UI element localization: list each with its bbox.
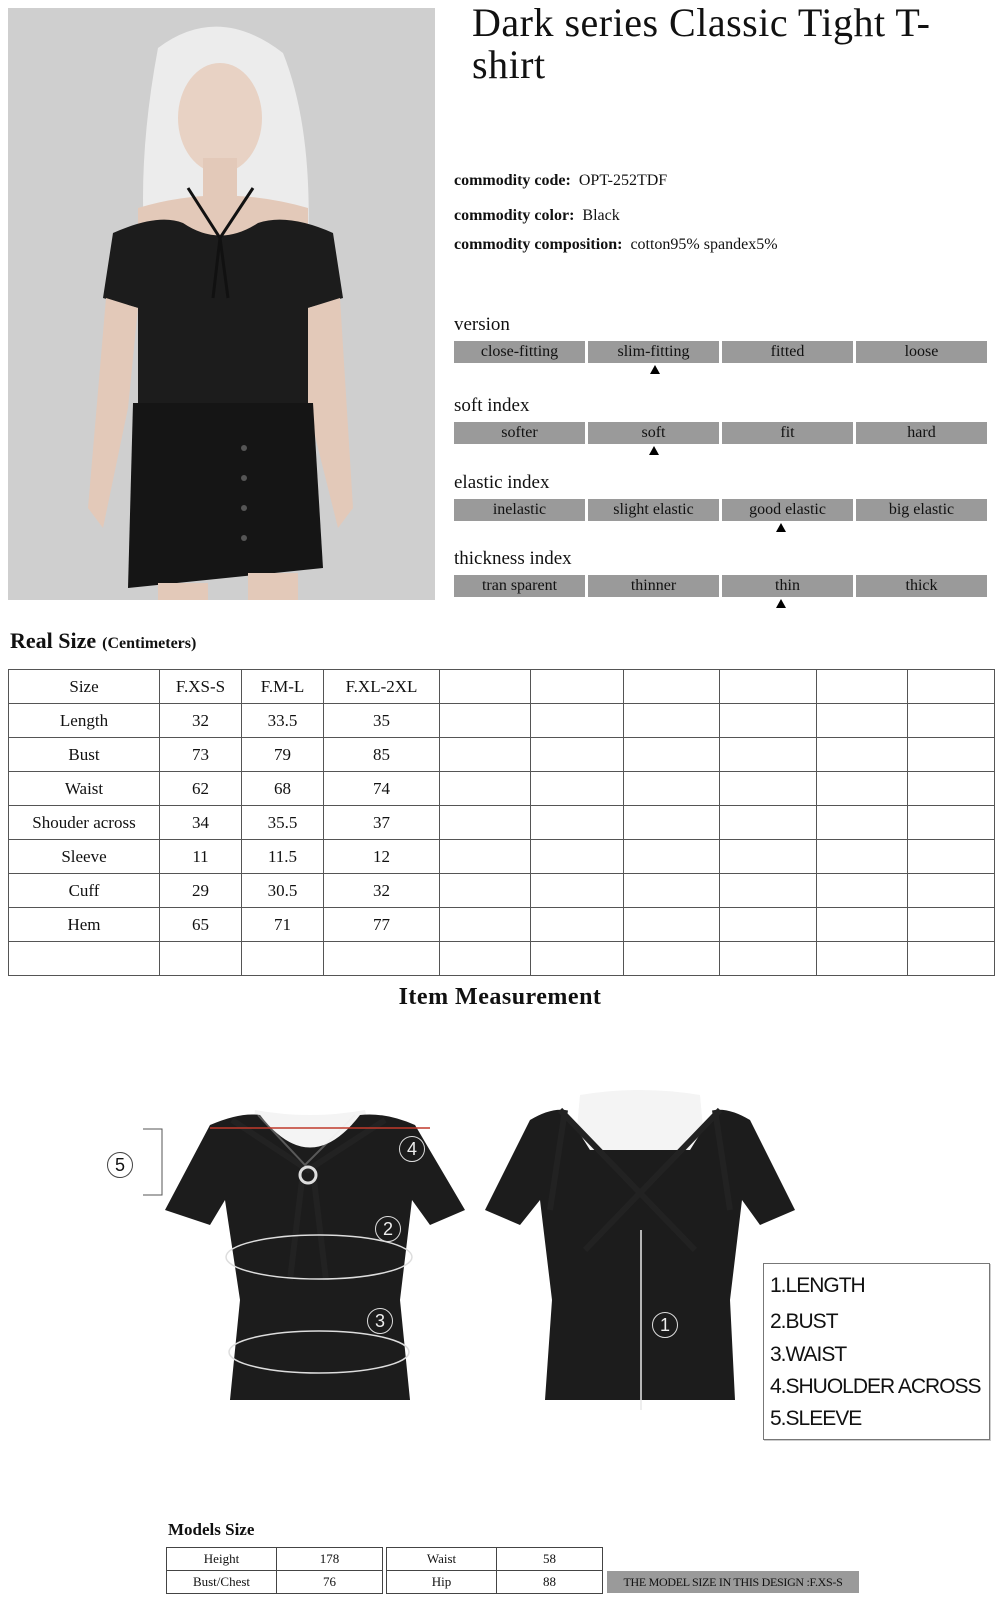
back-shirt-icon [485, 1090, 795, 1410]
version-option: fitted [722, 341, 853, 363]
size-table-header-cell: Size [9, 670, 160, 704]
table-cell: 65 [160, 908, 242, 942]
marker-2: 2 [375, 1216, 401, 1242]
commodity-code-value: OPT-252TDF [578, 172, 668, 189]
table-cell: Hem [9, 908, 160, 942]
table-cell: 12 [324, 840, 440, 874]
product-title: Dark series Classic Tight T-shirt [472, 0, 931, 87]
elastic-index-option: slight elastic [588, 499, 719, 521]
table-row [9, 772, 995, 806]
table-row [9, 840, 995, 874]
table-row [9, 704, 995, 738]
table-cell: 71 [242, 908, 324, 942]
table-cell: 33.5 [242, 704, 324, 738]
table-cell: 58 [497, 1548, 603, 1571]
legend-item: 5.SLEEVE [770, 1407, 862, 1430]
thickness-index-option: tran sparent [454, 575, 585, 597]
table-cell: Shouder across [9, 806, 160, 840]
table-cell: Cuff [9, 874, 160, 908]
table-cell: Waist [387, 1548, 497, 1571]
commodity-color [454, 207, 620, 225]
thickness-index-label: thickness index [454, 548, 572, 569]
table-row [9, 874, 995, 908]
table-row [9, 738, 995, 772]
table-row [387, 1548, 603, 1571]
marker-4: 4 [399, 1136, 425, 1162]
version-bar [454, 341, 987, 363]
commodity-color-label: commodity color: [454, 207, 575, 224]
soft-index-option: soft [588, 422, 719, 444]
elastic-index-option: inelastic [454, 499, 585, 521]
legend-item: 2.BUST [770, 1310, 838, 1333]
models-size-title: Models Size [168, 1520, 255, 1539]
table-cell: 29 [160, 874, 242, 908]
table-cell: 11.5 [242, 840, 324, 874]
thickness-index-bar [454, 575, 987, 597]
table-row [167, 1571, 383, 1594]
table-cell: 73 [160, 738, 242, 772]
elastic-index-marker-icon [776, 523, 786, 532]
table-cell: 68 [242, 772, 324, 806]
measurement-legend [763, 1263, 990, 1440]
version-marker-icon [650, 365, 660, 374]
soft-index-label: soft index [454, 395, 530, 416]
version-option: close-fitting [454, 341, 585, 363]
size-table-header-row [9, 670, 995, 704]
table-cell: 32 [324, 874, 440, 908]
product-photo [8, 8, 435, 600]
table-row [167, 1548, 383, 1571]
size-table-header-cell: F.XS-S [160, 670, 242, 704]
models-table-left [166, 1547, 383, 1594]
soft-index-option: fit [722, 422, 853, 444]
table-cell: 88 [497, 1571, 603, 1594]
model-size-note: THE MODEL SIZE IN THIS DESIGN :F.XS-S [607, 1571, 859, 1593]
commodity-composition-value: cotton95% spandex5% [630, 236, 778, 253]
commodity-code [454, 172, 667, 190]
table-cell: 35.5 [242, 806, 324, 840]
real-size-unit: (Centimeters) [102, 635, 197, 652]
marker-5: 5 [107, 1152, 133, 1178]
table-cell: Sleeve [9, 840, 160, 874]
elastic-index-label: elastic index [454, 472, 550, 493]
table-cell: 79 [242, 738, 324, 772]
table-cell: 30.5 [242, 874, 324, 908]
legend-item: 1.LENGTH [770, 1274, 865, 1297]
thickness-index-option: thin [722, 575, 853, 597]
version-option: loose [856, 341, 987, 363]
table-cell: Waist [9, 772, 160, 806]
table-cell: Length [9, 704, 160, 738]
table-row-empty [9, 942, 995, 976]
real-size-heading [10, 628, 196, 654]
table-cell: 62 [160, 772, 242, 806]
table-row [9, 806, 995, 840]
commodity-composition [454, 236, 778, 254]
table-cell: 37 [324, 806, 440, 840]
commodity-color-value: Black [582, 207, 620, 224]
table-cell: 35 [324, 704, 440, 738]
table-cell: Bust [9, 738, 160, 772]
model-illustration [8, 8, 435, 600]
table-cell: Hip [387, 1571, 497, 1594]
thickness-index-marker-icon [776, 599, 786, 608]
table-cell: Height [167, 1548, 277, 1571]
legend-item: 3.WAIST [770, 1343, 847, 1366]
soft-index-option: hard [856, 422, 987, 444]
table-row [9, 908, 995, 942]
table-cell: 32 [160, 704, 242, 738]
version-option: slim-fitting [588, 341, 719, 363]
table-cell: 11 [160, 840, 242, 874]
table-row [387, 1571, 603, 1594]
models-table-right [386, 1547, 603, 1594]
table-cell: 85 [324, 738, 440, 772]
table-cell: 77 [324, 908, 440, 942]
thickness-index-option: thick [856, 575, 987, 597]
elastic-index-bar [454, 499, 987, 521]
legend-item: 4.SHUOLDER ACROSS [770, 1375, 981, 1398]
table-cell: 74 [324, 772, 440, 806]
table-cell: 76 [277, 1571, 383, 1594]
soft-index-marker-icon [649, 446, 659, 455]
size-table-header-cell: F.XL-2XL [324, 670, 440, 704]
soft-index-option: softer [454, 422, 585, 444]
marker-3: 3 [367, 1308, 393, 1334]
soft-index-bar [454, 422, 987, 444]
commodity-code-label: commodity code: [454, 172, 571, 189]
real-size-title: Real Size [10, 628, 97, 653]
item-measurement-title: Item Measurement [398, 984, 602, 1010]
size-table [8, 669, 995, 976]
thickness-index-option: thinner [588, 575, 719, 597]
commodity-composition-label: commodity composition: [454, 236, 623, 253]
elastic-index-option: good elastic [722, 499, 853, 521]
table-cell: 34 [160, 806, 242, 840]
table-cell: 178 [277, 1548, 383, 1571]
version-label: version [454, 314, 510, 335]
elastic-index-option: big elastic [856, 499, 987, 521]
size-table-header-cell: F.M-L [242, 670, 324, 704]
marker-1: 1 [652, 1312, 678, 1338]
table-cell: Bust/Chest [167, 1571, 277, 1594]
